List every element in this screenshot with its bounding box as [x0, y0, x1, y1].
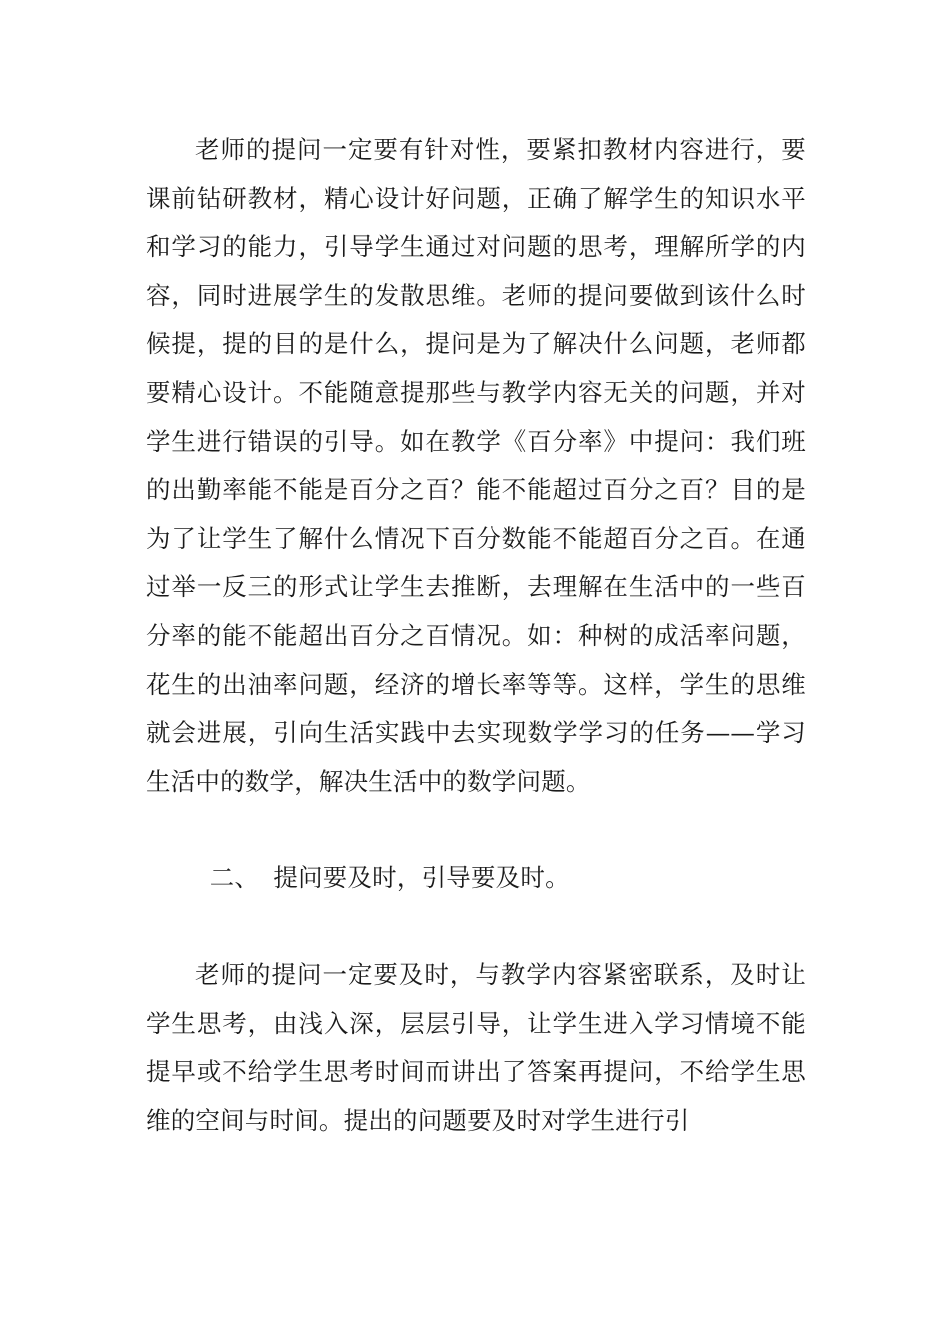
body-paragraph-2: 老师的提问一定要及时，与教学内容紧密联系，及时让学生思考，由浅入深，层层引导，让学生进入学习情境不能提早或不给学生思考时间而讲出了答案再提问，不给学生思维的空间与时间。提出的问题要及时对学生进行引	[146, 959, 806, 1135]
paragraph-spacer	[146, 903, 806, 951]
paragraph-spacer	[146, 806, 806, 854]
section-heading	[146, 854, 806, 903]
body-paragraph-1: 老师的提问一定要有针对性，要紧扣教材内容进行，要课前钻研教材，精心设计好问题，正确了解学生的知识水平和学习的能力，引导学生通过对问题的思考，理解所学的内容，同时进展学生的发散思维。老师的提问要做到该什么时候提，提的目的是什么，提问是为了解决什么问题，老师都要精心设计。不能随意提那些与教学内容无关的问题，并对学生进行错误的引导。如在教学《百分率》中提问：我们班的出勤率能不能是百分之百？能不能超过百分之百？目的是为了让学生了解什么情况下百分数能不能超百分之百。在通过举一反三的形式让学生去推断，去理解在生活中的一些百分率的能不能超出百分之百情况。如：种树的成活率问题，花生的出油率问题，经济的增长率等等。这样，学生的思维就会进展，引向生活实践中去实现数学学习的任务——学习生活中的数学，解决生活中的数学问题。	[146, 135, 806, 796]
document-body	[146, 126, 806, 1145]
section-heading-number: 二、	[209, 863, 260, 893]
section-heading-text: 提问要及时，引导要及时。	[273, 863, 570, 893]
